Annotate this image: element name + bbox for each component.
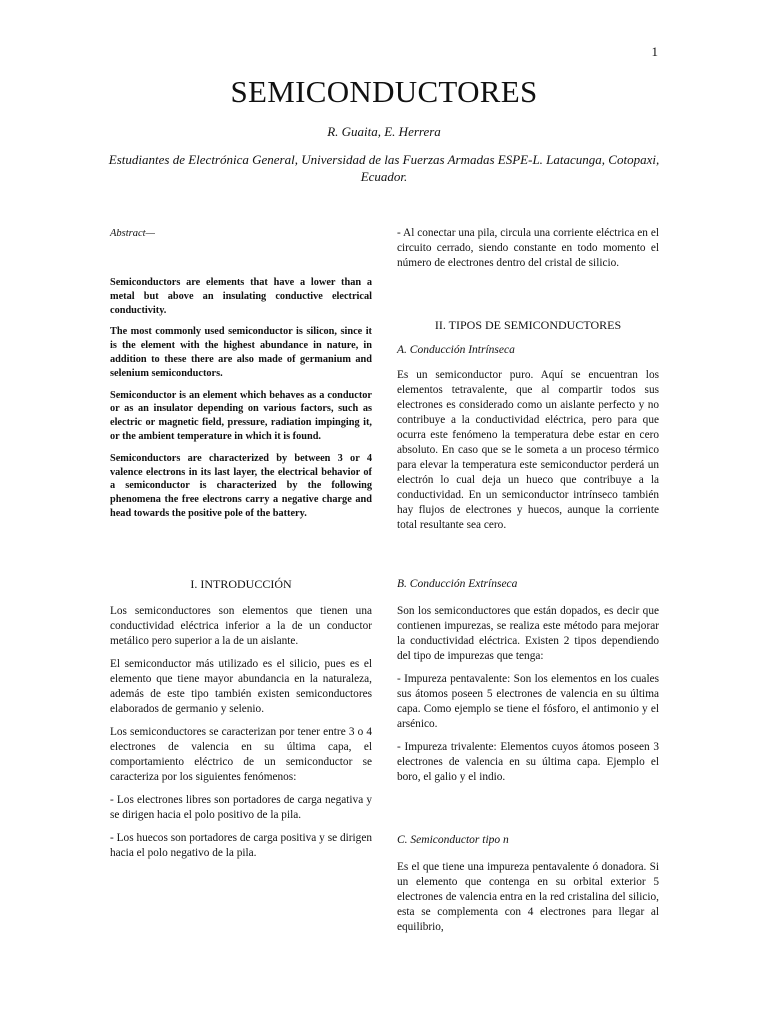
page-number: 1 [651, 44, 658, 59]
tipos-section [397, 318, 659, 533]
subsection-b-heading: B. Conducción Extrínseca [397, 578, 518, 590]
intro-paragraph: Los semiconductores se caracterizan por tener entre 3 o 4 electrones de valencia en su última capa, el comportamiento eléctrico de un semiconductor se caracteriza por los siguientes fenómenos: [110, 726, 372, 783]
subsection-c [397, 833, 659, 935]
subsection-a-heading: A. Conducción Intrínseca [397, 344, 515, 356]
intro-paragraph: El semiconductor más utilizado es el silicio, pues es el elemento que tiene mayor abundancia en la naturaleza, además de este tipo también existen semiconductores elaborados de germanio y selenio. [110, 658, 372, 715]
intro-section [110, 577, 372, 861]
subsection-c-paragraph: Es el que tiene una impureza pentavalente ó donadora. Si un elemento que contenga en su orbital exterior 5 electrones de valencia entra en la red cristalina del silicio, esta se complementa con 4 electrones para llegar al equilibrio, [397, 861, 659, 933]
subsection-a-paragraph: Es un semiconductor puro. Aquí se encuentran los elementos tetravalente, que al compartir todos sus electrones es considerado como un aislante perfecto y no contribuye a la conductividad eléctrica, pero para que ocurra este fenómeno la temperatura debe estar en cero absoluto. En caso que se le someta a un proceso térmico para elevar la temperatura este semiconductor perderá un electrón lo cual deja un hueco que contribuye a la conductividad. En un semiconductor intrínseco también hay flujos de electrones y huecos, aunque la corriente total resultante sea cero. [397, 369, 659, 531]
abstract-label [110, 226, 372, 241]
abstract-paragraph: Semiconductor is an element which behaves as a conductor or as an insulator depending on various factors, such as electric or magnetic field, pressure, radiation impinging it, or the ambient temperature in which it is found. [110, 389, 372, 442]
abstract-paragraph: Semiconductors are characterized by between 3 or 4 valence electrons in its last layer, the electrical behavior of a semiconductor is characterized by the following phenomena the free electrons carry a negative charge and head towards the positive pole of the battery. [110, 452, 372, 519]
abstract-paragraph: The most commonly used semiconductor is silicon, since it is the element with the highest abundance in nature, in addition to these there are also made of germanium and selenium semiconductors. [110, 326, 372, 379]
abstract-paragraph: Semiconductors are elements that have a lower than a metal but above an insulating conductive electrical conductivity. [110, 277, 372, 316]
authors: R. Guaita, E. Herrera [327, 124, 441, 139]
right-intro-paragraph-block [397, 226, 659, 271]
paper-title: SEMICONDUCTORES [230, 74, 538, 109]
intro-heading: I. INTRODUCCIÓN [190, 577, 292, 591]
affiliation: Estudiantes de Electrónica General, Universidad de las Fuerzas Armadas ESPE-L. Latacunga, Cotopaxi, Ecuador. [108, 152, 660, 184]
subsection-b-paragraph: - Impureza trivalente: Elementos cuyos átomos poseen 3 electrones de valencia en su última capa. Ejemplo el boro, el galio y el indio. [397, 741, 659, 783]
subsection-c-heading: C. Semiconductor tipo n [397, 834, 509, 846]
tipos-heading: II. TIPOS DE SEMICONDUCTORES [434, 318, 622, 332]
abstract-body [110, 276, 372, 521]
subsection-b [397, 577, 659, 785]
intro-paragraph: Los semiconductores son elementos que tienen una conductividad eléctrica inferior a la de un conductor metálico pero superior a la de un aislante. [110, 605, 372, 647]
subsection-b-paragraph: Son los semiconductores que están dopados, es decir que contienen impurezas, se realiza este método para mejorar la conductividad eléctrica. Existen 2 tipos dependiendo del tipo de impurezas que tenga: [397, 605, 659, 662]
subsection-b-paragraph: - Impureza pentavalente: Son los elementos en los cuales sus átomos poseen 5 electrones de valencia en su última capa. Como ejemplo se tiene el fósforo, el antimonio y el arsénico. [397, 673, 659, 730]
intro-paragraph: - Al conectar una pila, circula una corriente eléctrica en el circuito cerrado, siendo constante en todo momento el número de electrones dentro del cristal de silicio. [397, 227, 659, 269]
intro-paragraph: - Los electrones libres son portadores de carga negativa y se dirigen hacia el polo positivo de la pila. [110, 794, 372, 821]
abstract-label-text: Abstract— [110, 228, 155, 239]
intro-paragraph: - Los huecos son portadores de carga positiva y se dirigen hacia el polo negativo de la pila. [110, 832, 372, 859]
